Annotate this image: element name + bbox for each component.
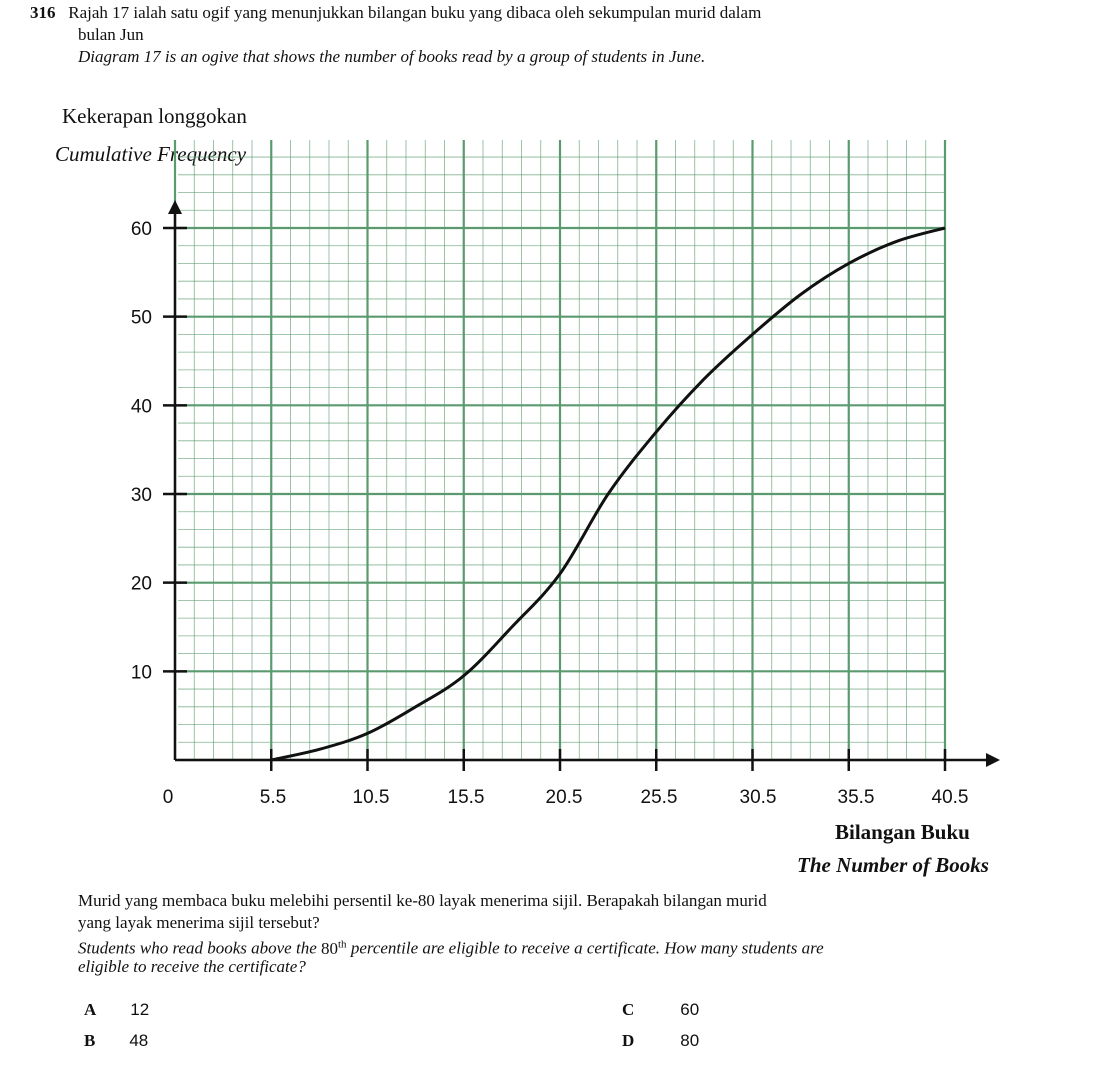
option-d[interactable] (622, 1031, 699, 1051)
option-d-letter: D (622, 1031, 635, 1050)
x-axis-arrow (986, 753, 1000, 767)
option-b-value: 48 (129, 1031, 149, 1050)
option-b-letter: B (84, 1031, 96, 1050)
question-prompt-malay-line1: Murid yang membaca buku melebihi persentil ke-80 layak menerima sijil. Berapakah bilangan murid (78, 891, 767, 910)
axes (168, 200, 1000, 767)
x-tick-label: 40.5 (931, 787, 969, 808)
question-intro-malay-line2: bulan Jun (78, 25, 144, 44)
y-axis-title-english: Cumulative Frequency (55, 142, 254, 167)
option-c-value: 60 (680, 1000, 700, 1019)
option-d-value: 80 (680, 1031, 700, 1050)
question-intro-english: Diagram 17 is an ogive that shows the number of books read by a group of students in June. (78, 47, 706, 66)
percentile-number: 80th (321, 938, 347, 958)
question-number: 316 (30, 3, 56, 22)
y-tick-label: 20 (130, 573, 152, 595)
x-tick-label: 10.5 (352, 787, 390, 808)
option-c[interactable] (622, 1000, 699, 1020)
y-tick-label: 60 (130, 219, 152, 240)
x-tick-label: 0 (162, 787, 174, 808)
x-tick-label: 5.5 (259, 787, 287, 808)
y-tick-label: 50 (130, 307, 152, 329)
prompt-part-b: percentile are eligible to receive a certificate. How many students are (350, 938, 824, 958)
tick-labels (131, 219, 969, 808)
y-tick-label: 10 (130, 662, 152, 684)
question-prompt-malay-line2: yang layak menerima sijil tersebut? (78, 913, 320, 932)
option-a-value: 12 (130, 1000, 150, 1019)
x-tick-label: 35.5 (837, 787, 875, 808)
x-tick-label: 30.5 (739, 787, 777, 808)
question-intro-malay-line1: Rajah 17 ialah satu ogif yang menunjukkan bilangan buku yang dibaca oleh sekumpulan murid dalam (68, 3, 762, 22)
y-axis-title-malay: Kekerapan longgokan (62, 104, 247, 128)
question-prompt-english-line2: eligible to receive the certificate? (78, 957, 306, 976)
y-axis-arrow (168, 200, 182, 214)
prompt-part-a: Students who read books above the (78, 938, 317, 958)
x-tick-label: 25.5 (640, 787, 678, 808)
y-tick-label: 40 (130, 396, 152, 418)
x-tick-label: 15.5 (447, 787, 485, 808)
option-b[interactable] (84, 1031, 148, 1051)
x-tick-label: 20.5 (545, 787, 583, 808)
x-axis-title-english: The Number of Books (797, 853, 989, 877)
option-a-letter: A (84, 1000, 97, 1019)
option-a[interactable] (84, 1000, 149, 1020)
ticks (163, 228, 945, 771)
question-prompt-english-line1 (78, 934, 824, 959)
x-axis-title-malay: Bilangan Buku (835, 820, 970, 844)
y-tick-label: 30 (130, 485, 152, 506)
option-c-letter: C (622, 1000, 635, 1019)
